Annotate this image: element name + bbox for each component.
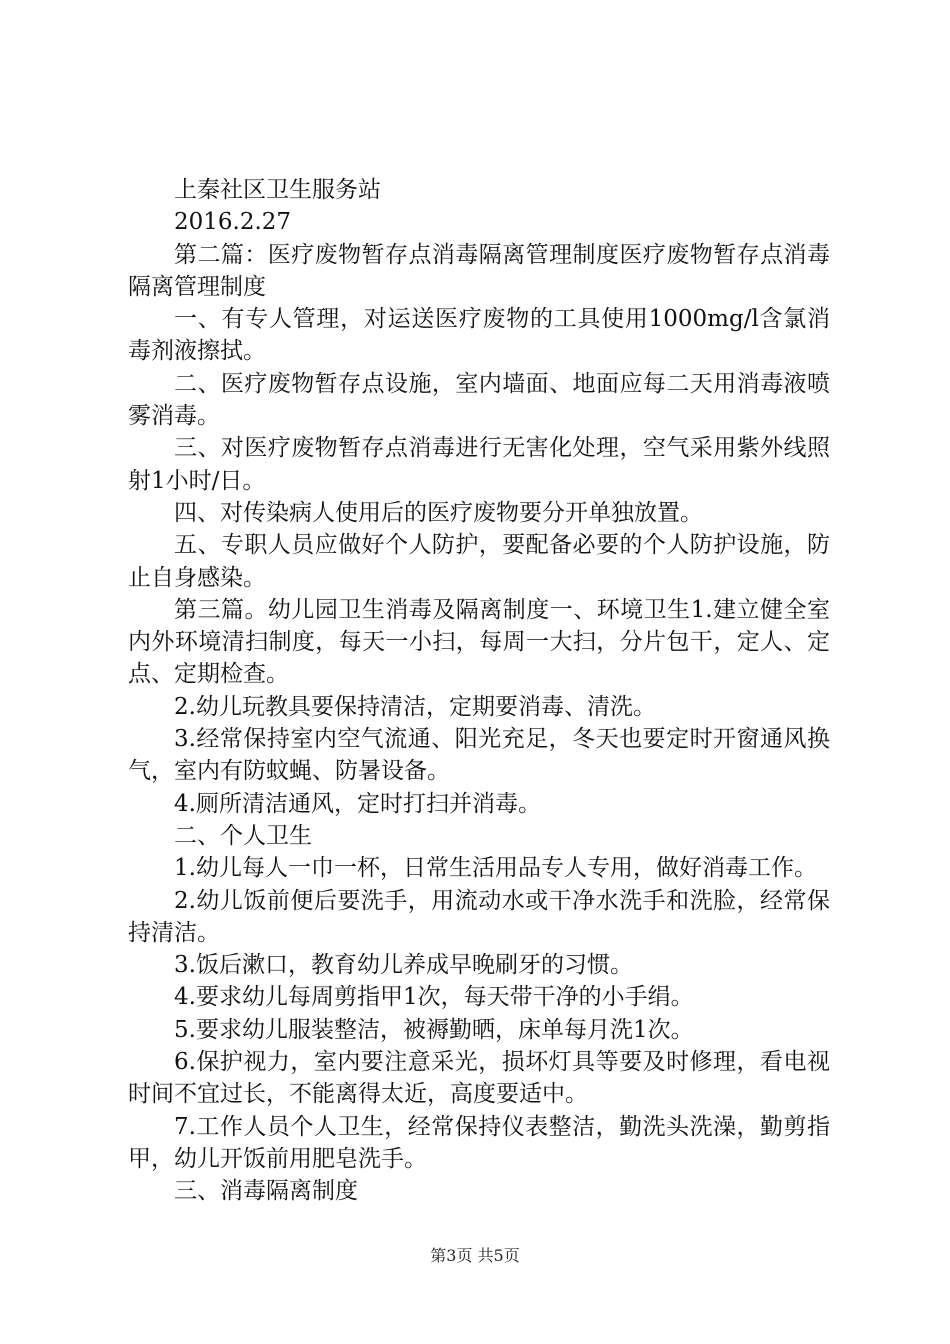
paragraph: 2016.2.27 <box>174 209 292 236</box>
paragraph: 3.经常保持室内空气流通、阳光充足，冬天也要定时开窗通风换气，室内有防蚊蝇、防暑设备。 <box>128 726 830 785</box>
paragraph: 一、有专人管理，对运送医疗废物的工具使用1000mg/l含氯消毒剂液擦拭。 <box>128 306 830 365</box>
paragraph: 三、对医疗废物暂存点消毒进行无害化处理，空气采用紫外线照射1小时/日。 <box>128 435 830 494</box>
paragraph: 四、对传染病人使用后的医疗废物要分开单独放置。 <box>174 499 703 526</box>
paragraph: 第二篇：医疗废物暂存点消毒隔离管理制度医疗废物暂存点消毒隔离管理制度 <box>128 241 830 300</box>
page-number-footer: 第3页 共5页 <box>430 1246 520 1265</box>
paragraph: 三、消毒隔离制度 <box>174 1178 358 1205</box>
paragraph: 1.幼儿每人一巾一杯，日常生活用品专人专用，做好消毒工作。 <box>174 855 817 882</box>
paragraph: 上秦社区卫生服务站 <box>174 177 381 203</box>
document-body <box>128 174 830 1208</box>
paragraph: 6.保护视力，室内要注意采光，损坏灯具等要及时修理，看电视时间不宜过长，不能离得太近，高度要适中。 <box>128 1049 830 1108</box>
paragraph: 4.要求幼儿每周剪指甲1次，每天带干净的小手绢。 <box>174 984 694 1011</box>
paragraph: 7.工作人员个人卫生，经常保持仪表整洁，勤洗头洗澡，勤剪指甲，幼儿开饭前用肥皂洗手。 <box>128 1113 830 1172</box>
paragraph: 二、医疗废物暂存点设施，室内墙面、地面应每二天用消毒液喷雾消毒。 <box>128 370 830 430</box>
paragraph: 5.要求幼儿服装整洁，被褥勤晒，床单每月洗1次。 <box>174 1016 694 1043</box>
paragraph: 3.饭后漱口，教育幼儿养成早晚刷牙的习惯。 <box>174 952 633 979</box>
paragraph: 2.幼儿饭前便后要洗手，用流动水或干净水洗手和洗脸，经常保持清洁。 <box>128 887 830 946</box>
paragraph: 五、专职人员应做好个人防护，要配备必要的个人防护设施，防止自身感染。 <box>128 532 830 591</box>
paragraph: 第三篇。幼儿园卫生消毒及隔离制度一、环境卫生1.建立健全室内外环境清扫制度，每天一小扫，每周一大扫，分片包干，定人、定点、定期检查。 <box>128 596 830 688</box>
paragraph: 二、个人卫生 <box>174 822 312 849</box>
paragraph: 2.幼儿玩教具要保持清洁，定期要消毒、清洗。 <box>174 693 656 720</box>
paragraph: 4.厕所清洁通风，定时打扫并消毒。 <box>174 790 541 817</box>
